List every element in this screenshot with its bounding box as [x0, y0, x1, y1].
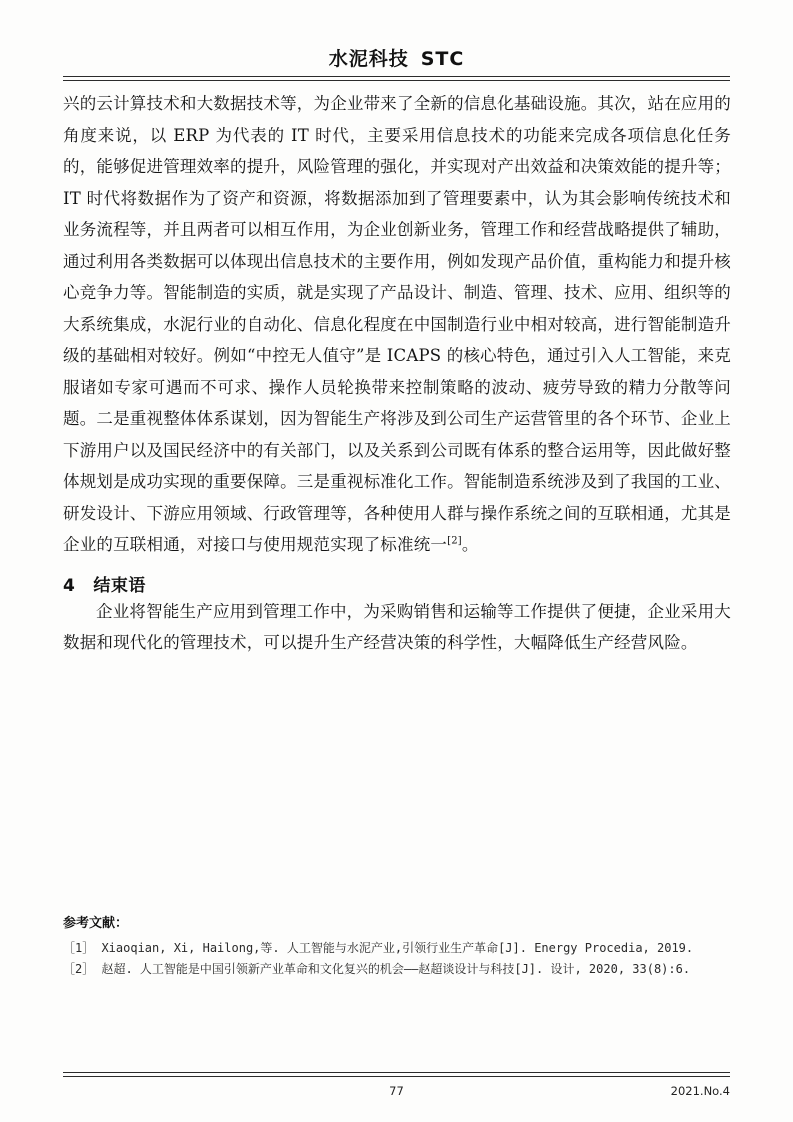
journal-title	[329, 44, 465, 71]
header-divider-thick	[63, 76, 730, 77]
footer-divider-thin	[63, 1076, 730, 1077]
journal-title-cn: 水泥科技	[328, 48, 409, 70]
references-block	[63, 912, 731, 980]
section-paragraph: 企业将智能生产应用到管理工作中，为采购销售和运输等工作提供了便捷，企业采用大数据和现代化的管理技术，可以提升生产经营决策的科学性，大幅降低生产经营风险。	[63, 601, 731, 652]
section-number: 4	[63, 575, 76, 596]
header-divider-thin	[63, 80, 730, 81]
document-body	[63, 88, 731, 659]
page-header	[63, 44, 730, 71]
footer-divider-thick	[63, 1072, 730, 1073]
issue-label: 2021.No.4	[670, 1084, 730, 1098]
section-heading	[63, 571, 731, 596]
page-number: 77	[389, 1084, 404, 1098]
body-paragraph	[63, 88, 731, 561]
body-paragraph-tail: 。	[461, 535, 479, 554]
body-paragraph-text: 兴的云计算技术和大数据技术等，为企业带来了全新的信息化基础设施。其次，站在应用的角度来说，以 ERP 为代表的 IT 时代，主要采用信息技术的功能来完成各项信息化任务的，能够促进管理效率的提升，风险管理的强化，并实现对产出效益和决策效能的提升等；IT 时代将数据作为了资产和资源，将数据添加到了管理要素中，认为其会影响传统技术和业务流程等，并且两者可以相互作用，为企业创新业务，管理工作和经营战略提供了辅助，通过利用各类数据可以体现出信息技术的主要作用，例如发现产品价值，重构能力和提升核心竞争力等。智能制造的实质，就是实现了产品设计、制造、管理、技术、应用、组织等的大系统集成，水泥行业的自动化、信息化程度在中国制造行业中相对较高，进行智能制造升级的基础相对较好。例如“中控无人值守”是 ICAPS 的核心特色，通过引入人工智能，来克服诸如专家可遇而不可求、操作人员轮换带来控制策略的波动、疲劳导致的精力分散等问题。二是重视整体体系谋划，因为智能生产将涉及到公司生产运营管里的各个环节、企业上下游用户以及国民经济中的有关部门，以及关系到公司既有体系的整合运用等，因此做好整体规划是成功实现的重要保障。三是重视标准化工作。智能制造系统涉及到了我国的工业、研发设计、下游应用领域、行政管理等，各种使用人群与操作系统之间的互联相通，尤其是企业的互联相通，对接口与使用规范实现了标准统一	[63, 94, 731, 554]
journal-title-en: STC	[420, 48, 465, 70]
reference-marker: [2]	[447, 535, 462, 547]
reference-item: ［1］ Xiaoqian, Xi, Hailong,等. 人工智能与水泥产业,引领行业生产革命[J]. Energy Procedia, 2019.	[63, 941, 694, 955]
section-title: 结束语	[93, 575, 146, 596]
reference-item: ［2］ 赵超. 人工智能是中国引领新产业革命和文化复兴的机会——赵超谈设计与科技[J]. 设计, 2020, 33(8):6.	[63, 962, 691, 976]
references-title: 参考文献：	[63, 916, 129, 931]
